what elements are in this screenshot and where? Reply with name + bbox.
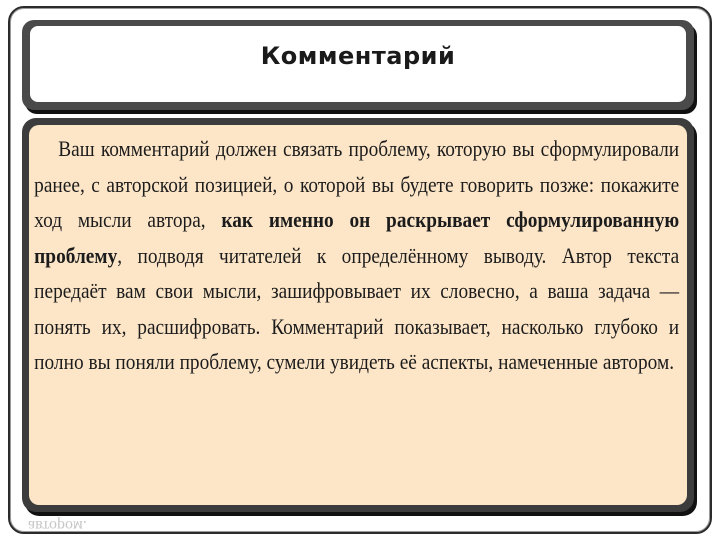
body-text-part1: Ваш комментарий должен связать проблему, которую вы сформулировали ранее, с авторской позицией, о которой вы будете говорить позже: покажите ход мысли автора,: [34, 136, 680, 232]
content-panel: [22, 118, 694, 512]
content-panel-inner: [29, 125, 687, 505]
body-paragraph: [29, 125, 684, 380]
title-panel-inner: [30, 26, 686, 102]
reflection-decoration: автором.: [28, 517, 87, 534]
title-panel: [22, 20, 694, 110]
slide-title: Комментарий: [260, 42, 456, 70]
body-text-part2: , подводя читателей к определённому выводу. Автор текста передаёт вам свои мысли, зашифровывает их словесно, а ваша задача — понять их, расшифровать. Комментарий показывает, насколько глубоко и полно вы поняли проблему, сумели увидеть её аспекты, намеченные автором.: [34, 242, 680, 374]
body-text-emphasis: как именно он раскрывает сформулированную проблему: [34, 207, 680, 268]
